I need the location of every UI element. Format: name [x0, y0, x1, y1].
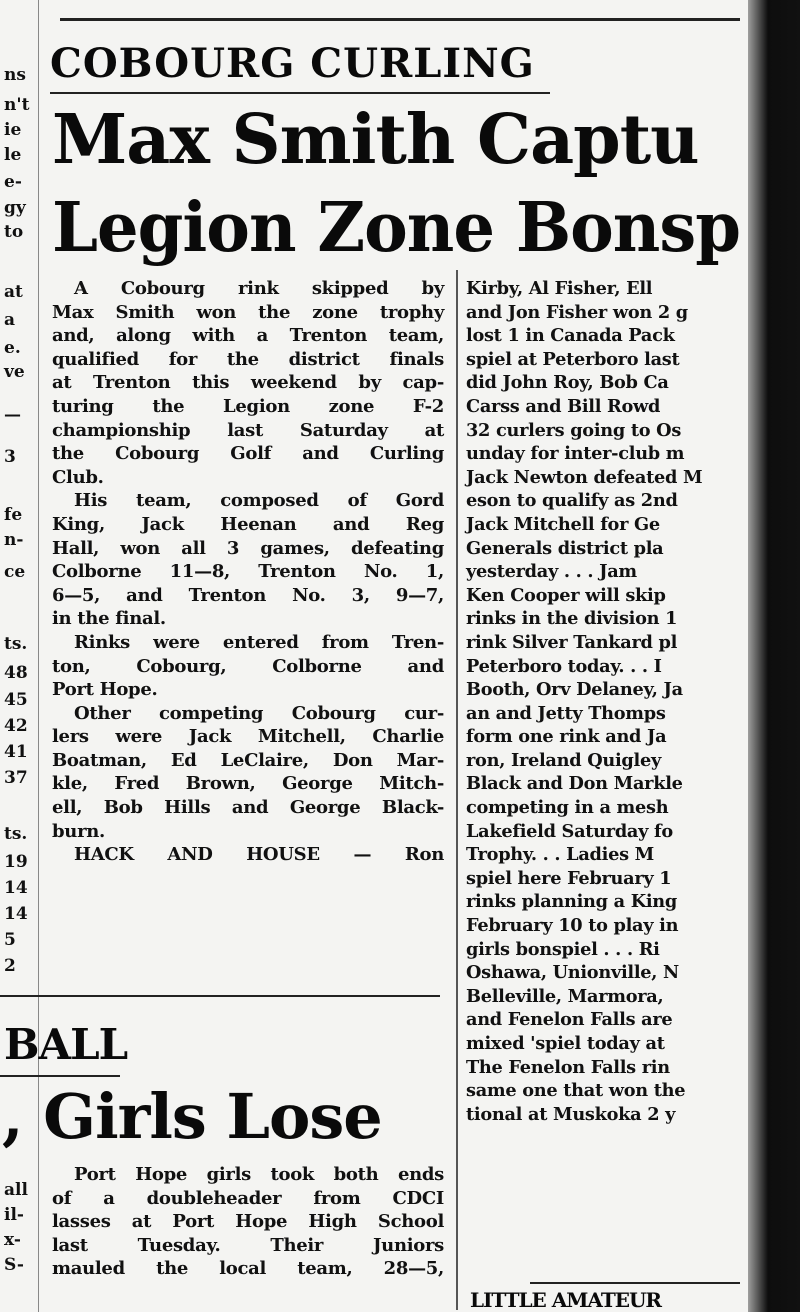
margin-fragment: 2	[4, 956, 16, 976]
lower-section-header: BALL	[4, 1020, 128, 1069]
text-line: lost 1 in Canada Pack	[466, 325, 675, 347]
text-line: rink Silver Tankard pl	[466, 631, 678, 653]
text-line: Jack Mitchell for Ge	[466, 513, 660, 535]
margin-fragment: ts.	[4, 824, 28, 844]
margin-fragment: 3	[4, 447, 16, 467]
text-line: and Jon Fisher won 2 g	[466, 301, 688, 323]
text-line: rinks in the division 1	[466, 608, 678, 630]
text-line: did John Roy, Bob Ca	[466, 372, 669, 394]
section-header: COBOURG CURLING	[50, 40, 535, 87]
lower-headline: , Girls Lose	[2, 1080, 382, 1153]
margin-fragment: 42	[4, 716, 28, 736]
margin-fragment: 45	[4, 690, 28, 710]
margin-fragment: to	[4, 222, 24, 242]
text-line: form one rink and Ja	[466, 726, 667, 748]
margin-fragment: 14	[4, 878, 28, 898]
text-line: girls bonspiel . . . Ri	[466, 938, 660, 960]
text-line: turing the Legion zone F-2	[52, 395, 444, 417]
text-line: His team, composed of Gord	[74, 490, 444, 512]
margin-fragment: e.	[4, 338, 21, 358]
margin-fragment: a	[4, 310, 16, 330]
headline-line-1: Max Smith Captu	[52, 100, 699, 180]
text-line: unday for inter-club m	[466, 443, 685, 465]
lower-header-rule	[0, 1075, 120, 1077]
text-line: Generals district pla	[466, 537, 664, 559]
text-line: spiel at Peterboro last	[466, 348, 680, 370]
text-line: King, Jack Heenan and Reg	[52, 513, 444, 535]
page-edge-shadow	[748, 0, 800, 1312]
text-line: lers were Jack Mitchell, Charlie	[52, 726, 444, 748]
text-line: Peterboro today. . . I	[466, 655, 662, 677]
text-line: of a doubleheader from CDCI	[52, 1187, 444, 1209]
text-line: same one that won the	[466, 1080, 686, 1102]
text-line: last Tuesday. Their Juniors	[52, 1234, 444, 1256]
lower-story	[52, 1163, 444, 1281]
margin-fragment: x-	[4, 1230, 21, 1250]
margin-fragment: 48	[4, 663, 28, 683]
margin-fragment: le	[4, 145, 22, 165]
margin-fragment: n't	[4, 95, 30, 115]
margin-fragment: il-	[4, 1205, 24, 1225]
text-line: The Fenelon Falls rin	[466, 1056, 670, 1078]
text-line: Club.	[52, 466, 104, 488]
text-line: and Fenelon Falls are	[466, 1009, 673, 1031]
text-line: Other competing Cobourg cur-	[74, 702, 444, 724]
text-line: the Cobourg Golf and Curling	[52, 443, 444, 465]
text-line: tional at Muskoka 2 y	[466, 1103, 676, 1125]
margin-fragment: fe	[4, 505, 23, 525]
text-line: lasses at Port Hope High School	[52, 1211, 444, 1233]
text-line: Colborne 11—8, Trenton No. 1,	[52, 561, 444, 583]
text-line: in the final.	[52, 608, 166, 630]
text-line: Oshawa, Unionville, N	[466, 962, 679, 984]
text-line: A Cobourg rink skipped by	[74, 278, 444, 299]
text-line: Port Hope.	[52, 679, 158, 701]
margin-fragment: 14	[4, 904, 28, 924]
margin-fragment: 5	[4, 930, 16, 950]
main-story	[52, 277, 444, 867]
right-column-story	[466, 277, 742, 1126]
top-rule	[60, 18, 740, 21]
text-line: 6—5, and Trenton No. 3, 9—7,	[52, 584, 444, 606]
text-line: Black and Don Markle	[466, 773, 683, 795]
text-line: February 10 to play in	[466, 915, 679, 937]
margin-fragment: 41	[4, 742, 28, 762]
text-line: yesterday . . . Jam	[466, 561, 637, 583]
text-line: burn.	[52, 820, 106, 842]
margin-fragment: ve	[4, 362, 25, 382]
margin-fragment: S-	[4, 1255, 24, 1275]
text-line: at Trenton this weekend by cap-	[52, 372, 444, 394]
margin-fragment: e-	[4, 172, 22, 192]
text-line: mixed 'spiel today at	[466, 1033, 665, 1054]
section-rule	[0, 995, 440, 997]
column-divider	[456, 270, 458, 1310]
text-line: Port Hope girls took both ends	[74, 1164, 444, 1185]
text-line: eson to qualify as 2nd	[466, 490, 678, 512]
text-line: and, along with a Trenton team,	[52, 325, 444, 347]
text-line: Carss and Bill Rowd	[466, 395, 661, 417]
text-line: kle, Fred Brown, George Mitch-	[52, 773, 444, 795]
text-line: Lakefield Saturday fo	[466, 820, 673, 842]
text-line: HACK AND HOUSE — Ron	[74, 844, 444, 866]
text-line: Booth, Orv Delaney, Ja	[466, 679, 683, 701]
margin-fragment: ce	[4, 562, 26, 582]
margin-fragment: —	[4, 405, 21, 425]
text-line: 32 curlers going to Os	[466, 419, 682, 441]
text-line: championship last Saturday at	[52, 419, 444, 441]
text-line: Max Smith won the zone trophy	[52, 301, 444, 323]
text-line: Trophy. . . Ladies M	[466, 844, 655, 866]
margin-fragment: all	[4, 1180, 28, 1200]
text-line: rinks planning a King	[466, 891, 678, 913]
margin-fragment: at	[4, 282, 23, 302]
text-line: Kirby, Al Fisher, Ell	[466, 278, 653, 299]
margin-fragment: 19	[4, 852, 28, 872]
right-bottom-rule	[530, 1282, 740, 1284]
right-bottom-header: LITTLE AMATEUR	[470, 1288, 662, 1312]
header-rule	[50, 92, 550, 94]
text-line: Boatman, Ed LeClaire, Don Mar-	[52, 749, 444, 771]
text-line: competing in a mesh	[466, 797, 669, 819]
text-line: ton, Cobourg, Colborne and	[52, 655, 444, 677]
text-line: mauled the local team, 28—5,	[52, 1258, 444, 1280]
margin-fragment: ns	[4, 65, 26, 85]
text-line: Belleville, Marmora,	[466, 985, 664, 1007]
text-line: Hall, won all 3 games, defeating	[52, 537, 444, 559]
text-line: Jack Newton defeated M	[466, 466, 703, 488]
headline-line-2: Legion Zone Bonsp	[52, 188, 740, 268]
text-line: spiel here February 1	[466, 867, 672, 889]
margin-fragment: n-	[4, 530, 24, 550]
text-line: Rinks were entered from Tren-	[74, 631, 444, 653]
text-line: ron, Ireland Quigley	[466, 749, 661, 771]
text-line: an and Jetty Thomps	[466, 702, 666, 724]
margin-fragment: ts.	[4, 634, 28, 654]
margin-fragment: gy	[4, 198, 26, 218]
text-line: ell, Bob Hills and George Black-	[52, 797, 444, 819]
margin-fragment: ie	[4, 120, 22, 140]
margin-fragment: 37	[4, 768, 28, 788]
text-line: qualified for the district finals	[52, 348, 444, 370]
text-line: Ken Cooper will skip	[466, 584, 666, 606]
